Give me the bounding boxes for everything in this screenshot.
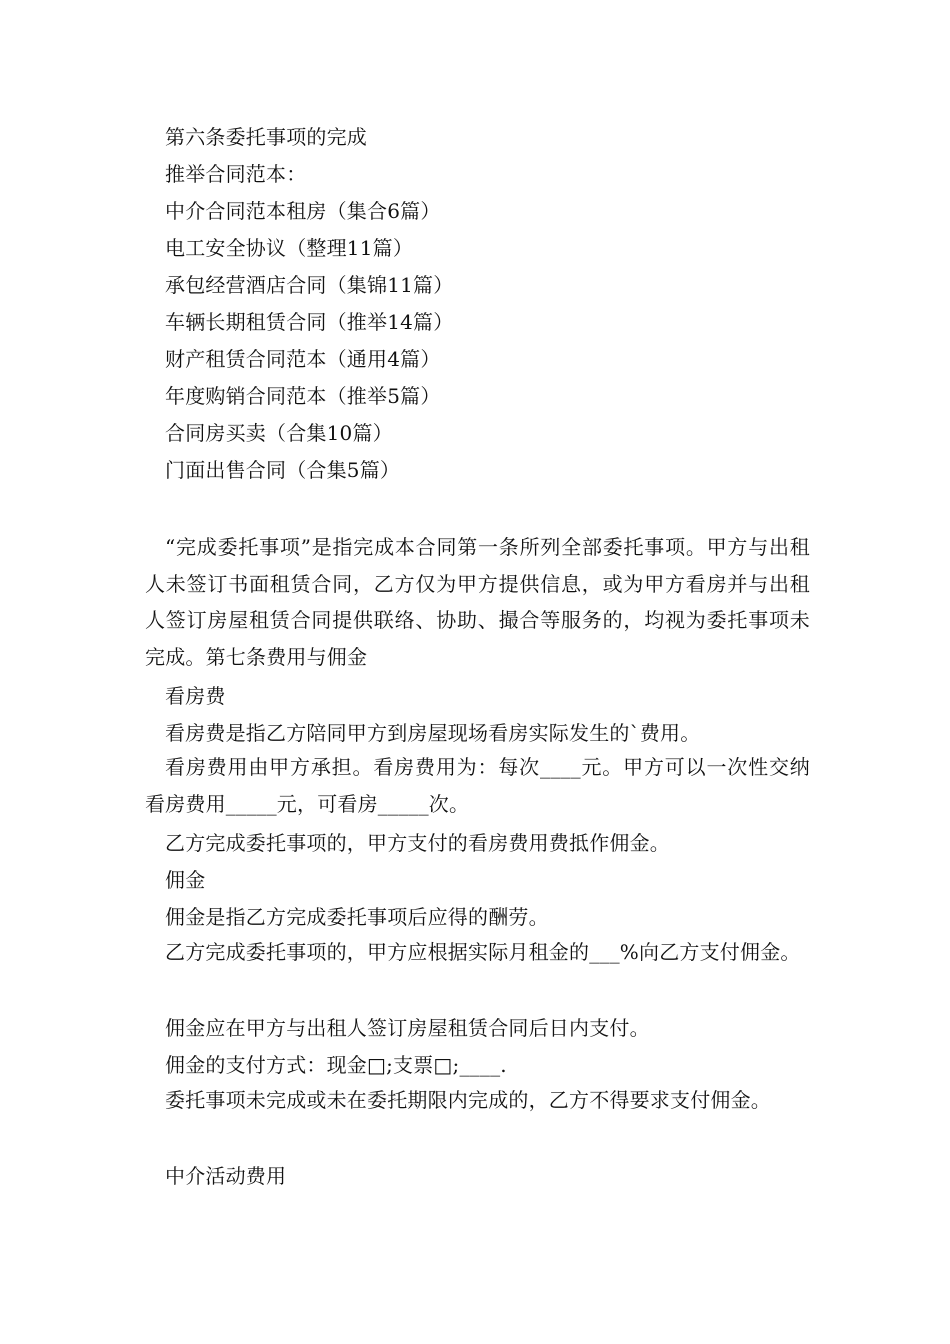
commission-definition: 佣金是指乙方完成委托事项后应得的酬劳。 [165, 905, 549, 929]
recommend-link-6[interactable]: 年度购销合同范本（推举5篇） [165, 384, 441, 408]
recommend-label: 推举合同范本： [165, 162, 307, 186]
recommend-link-7[interactable]: 合同房买卖（合集10篇） [165, 421, 393, 445]
viewing-fee-amount-paragraph: 看房费用由甲方承担。看房费用为：每次____元。甲方可以一次性交纳看房费用_____元，可看房_____次。 [145, 755, 810, 816]
recommend-link-5[interactable]: 财产租赁合同范本（通用4篇） [165, 347, 441, 371]
viewing-fee-definition: 看房费是指乙方陪同甲方到房屋现场看房实际发生的`费用。 [165, 721, 701, 745]
recommend-link-3[interactable]: 承包经营酒店合同（集锦11篇） [165, 273, 454, 297]
article-six-heading: 第六条委托事项的完成 [165, 125, 367, 149]
commission-forfeit-paragraph: 委托事项未完成或未在委托期限内完成的，乙方不得要求支付佣金。 [165, 1088, 771, 1112]
viewing-fee-offset: 乙方完成委托事项的，甲方支付的看房费用费抵作佣金。 [165, 831, 670, 855]
commission-timing: 佣金应在甲方与出租人签订房屋租赁合同后日内支付。 [165, 1016, 650, 1040]
recommend-link-4[interactable]: 车辆长期租赁合同（推举14篇） [165, 310, 454, 334]
commission-rate-paragraph: 乙方完成委托事项的，甲方应根据实际月租金的___%向乙方支付佣金。 [165, 940, 801, 964]
recommend-link-1[interactable]: 中介合同范本租房（集合6篇） [165, 199, 441, 223]
completion-definition-paragraph: “完成委托事项”是指完成本合同第一条所列全部委托事项。甲方与出租人未签订书面租赁合同，乙方仅为甲方提供信息，或为甲方看房并与出租人签订房屋租赁合同提供联络、协助、撮合等服务的，均视为委托事项未完成。第七条费用与佣金 [145, 535, 810, 669]
viewing-fee-title: 看房费 [165, 684, 226, 708]
recommend-link-8[interactable]: 门面出售合同（合集5篇） [165, 458, 401, 482]
commission-method: 佣金的支付方式：现金□;支票□;____. [165, 1053, 507, 1077]
agency-cost-title: 中介活动费用 [165, 1164, 287, 1188]
recommend-link-2[interactable]: 电工安全协议（整理11篇） [165, 236, 414, 260]
commission-title: 佣金 [165, 868, 206, 892]
